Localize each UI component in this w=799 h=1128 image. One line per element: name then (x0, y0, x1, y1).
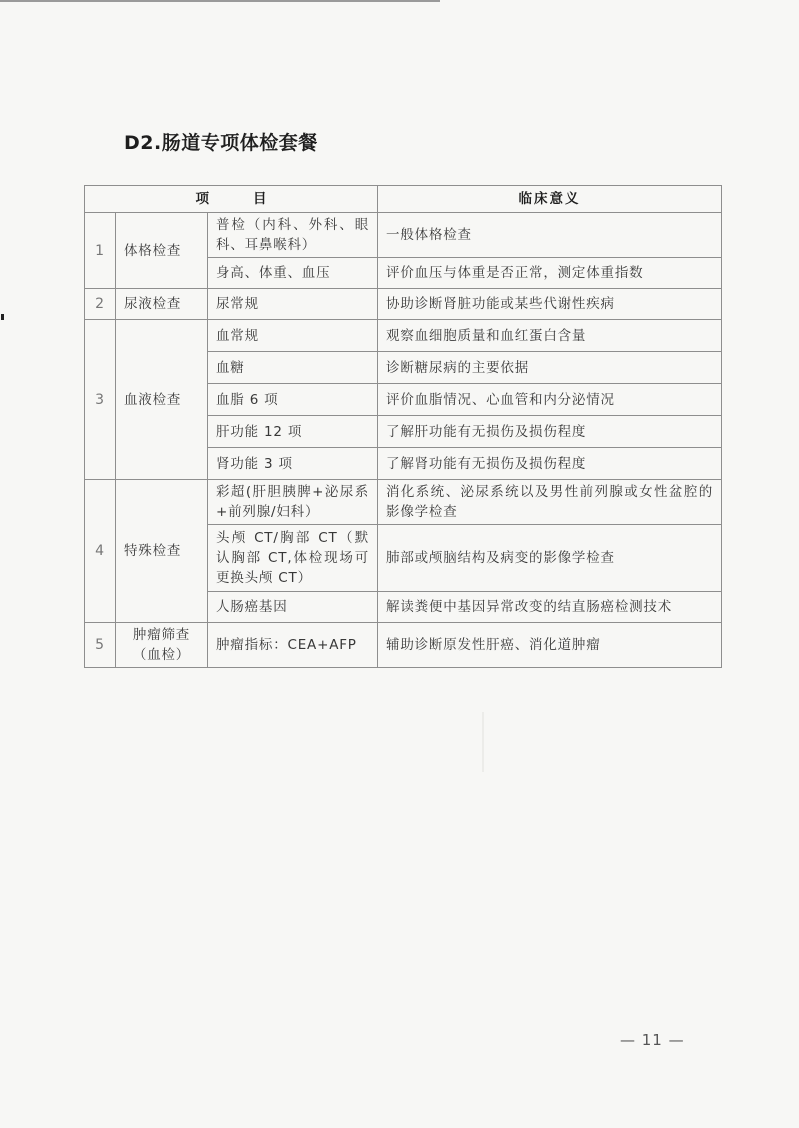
group-category: 体格检查 (116, 213, 208, 289)
group-category: 肿瘤筛查（血检） (116, 623, 208, 668)
checkup-table (84, 185, 722, 668)
group-number: 1 (85, 213, 116, 289)
significance-cell: 协助诊断肾脏功能或某些代谢性疾病 (378, 289, 722, 320)
header-significance: 临床意义 (378, 186, 722, 213)
header-project (85, 186, 378, 213)
significance-cell: 消化系统、泌尿系统以及男性前列腺或女性盆腔的影像学检查 (378, 480, 722, 525)
item-cell: 彩超(肝胆胰脾+泌尿系+前列腺/妇科） (208, 480, 378, 525)
table-row (85, 320, 722, 352)
item-cell: 人肠癌基因 (208, 592, 378, 623)
significance-cell: 评价血压与体重是否正常，测定体重指数 (378, 258, 722, 289)
significance-cell: 诊断糖尿病的主要依据 (378, 352, 722, 384)
header-project-left: 项 (195, 191, 209, 207)
group-number: 2 (85, 289, 116, 320)
item-cell: 血脂 6 项 (208, 384, 378, 416)
item-cell: 身高、体重、血压 (208, 258, 378, 289)
item-cell: 尿常规 (208, 289, 378, 320)
group-category: 尿液检查 (116, 289, 208, 320)
table-row (85, 213, 722, 258)
significance-cell: 评价血脂情况、心血管和内分泌情况 (378, 384, 722, 416)
item-cell: 血糖 (208, 352, 378, 384)
table-row (85, 623, 722, 668)
header-project-right: 目 (253, 191, 267, 207)
group-category: 血液检查 (116, 320, 208, 480)
table-row (85, 289, 722, 320)
section-title: D2.肠道专项体检套餐 (124, 132, 318, 154)
table-row (85, 480, 722, 525)
item-cell: 肾功能 3 项 (208, 448, 378, 480)
item-cell: 肝功能 12 项 (208, 416, 378, 448)
group-number: 5 (85, 623, 116, 668)
item-cell: 头颅 CT/胸部 CT（默认胸部 CT,体检现场可更换头颅 CT） (208, 525, 378, 592)
item-cell: 普检（内科、外科、眼科、耳鼻喉科） (208, 213, 378, 258)
page-number: — 11 — (620, 1031, 685, 1049)
scan-edge-mark (1, 314, 4, 320)
group-category: 特殊检查 (116, 480, 208, 623)
significance-cell: 了解肾功能有无损伤及损伤程度 (378, 448, 722, 480)
significance-cell: 解读粪便中基因异常改变的结直肠癌检测技术 (378, 592, 722, 623)
group-number: 3 (85, 320, 116, 480)
group-number: 4 (85, 480, 116, 623)
scan-faint-mark (482, 712, 484, 772)
significance-cell: 一般体格检查 (378, 213, 722, 258)
significance-cell: 肺部或颅脑结构及病变的影像学检查 (378, 525, 722, 592)
significance-cell: 辅助诊断原发性肝癌、消化道肿瘤 (378, 623, 722, 668)
table-header-row (85, 186, 722, 213)
item-cell: 肿瘤指标：CEA+AFP (208, 623, 378, 668)
scan-top-edge (0, 0, 440, 2)
significance-cell: 了解肝功能有无损伤及损伤程度 (378, 416, 722, 448)
significance-cell: 观察血细胞质量和血红蛋白含量 (378, 320, 722, 352)
item-cell: 血常规 (208, 320, 378, 352)
